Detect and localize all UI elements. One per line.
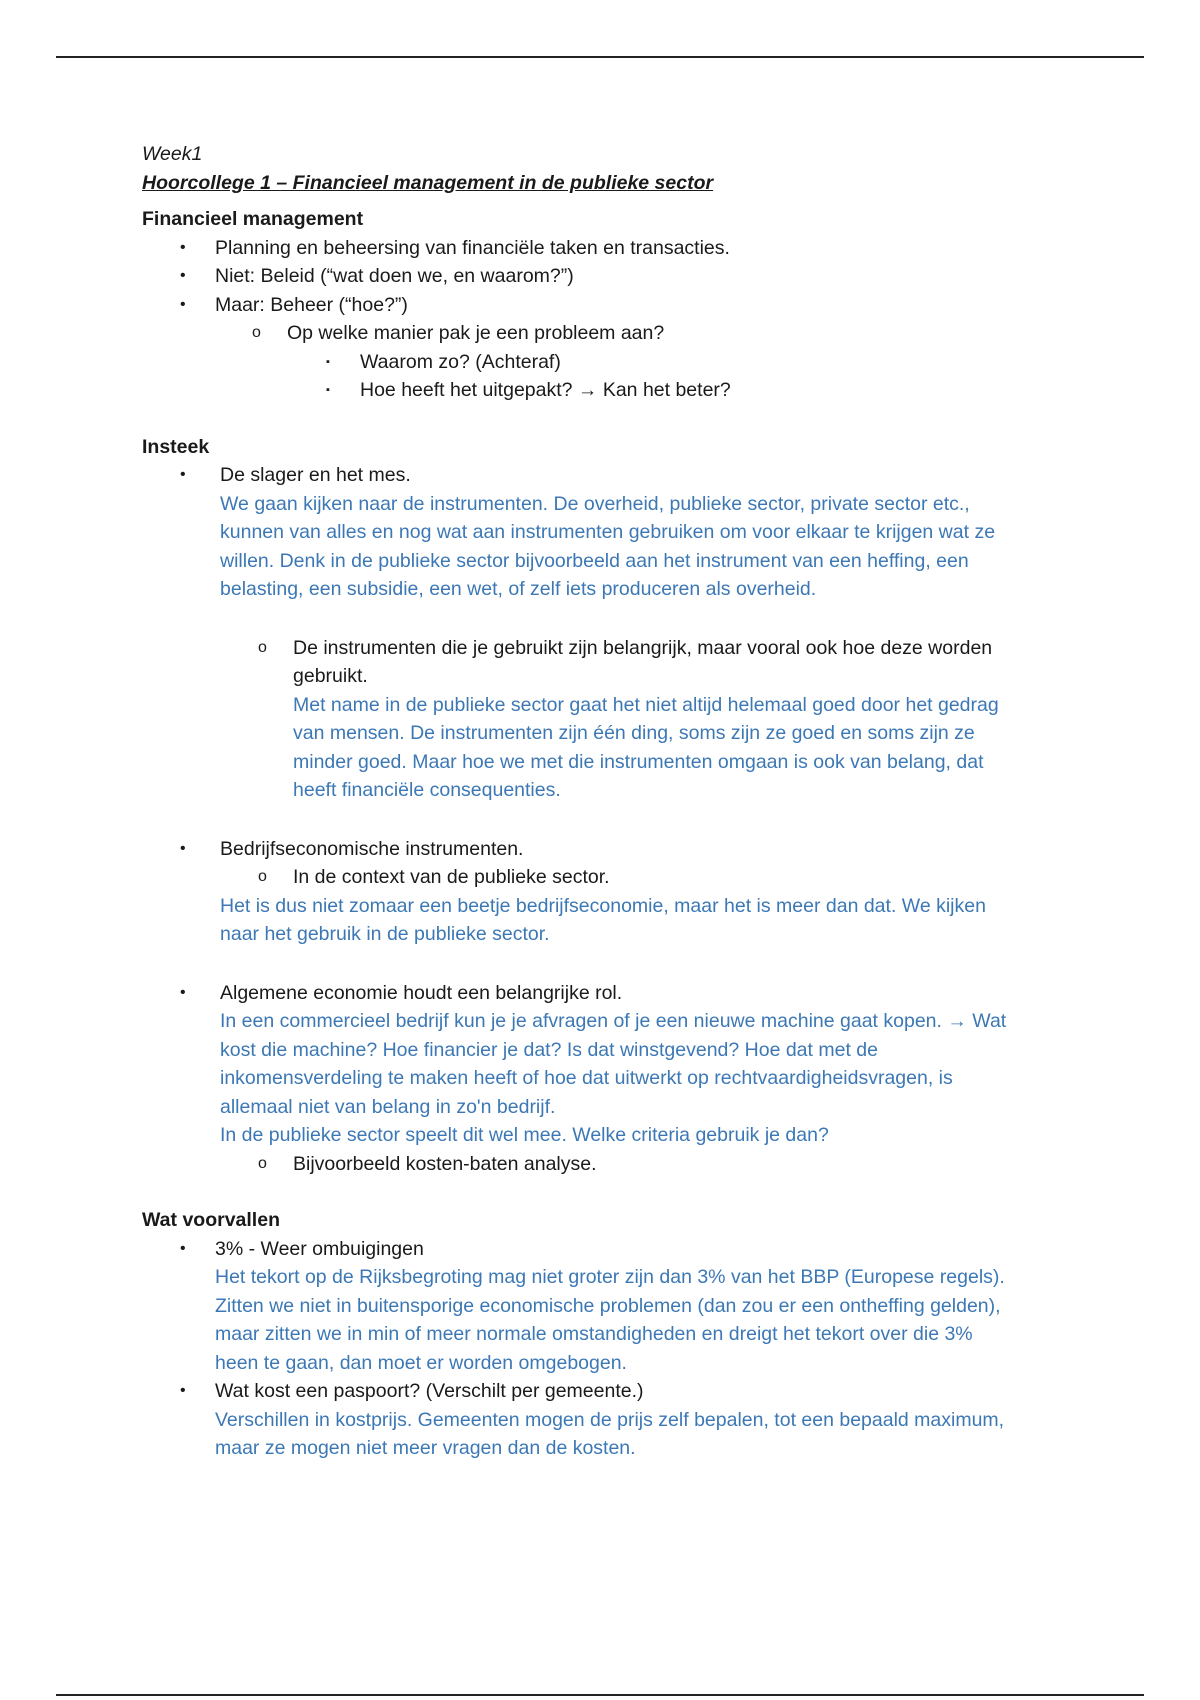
note-paragraph: Het is dus niet zomaar een beetje bedrijfseconomie, maar het is meer dan dat. We kijken naar het gebruik in de publieke sector. [220,894,986,945]
note-paragraph: In een commercieel bedrijf kun je je afvragen of je een nieuwe machine gaat kopen. → Wat kost die machine? Hoe financier je dat? Is dat winstgevend? Hoe dat met de inkomensverdeling te maken heeft of hoe dat uitwerkt op rechtvaardigheidsvragen, is allemaal niet van belang in zo'n bedrijf. In de publieke sector speelt dit wel mee. Welke criteria gebruik je dan? [220,1010,1007,1146]
bullet-icon: • [180,983,186,1001]
lecture-title: Hoorcollege 1 – Financieel management in de publieke sector [142,171,714,194]
list-subsubitem: ▪ Waarom zo? (Achteraf) [142,348,1062,377]
header-rule [56,56,1144,58]
bullet-icon: • [180,1382,186,1399]
list-subsubitem: ▪ Hoe heeft het uitgepakt? → Kan het beter? [142,376,1062,405]
note-paragraph: We gaan kijken naar de instrumenten. De overheid, publieke sector, private sector etc., kunnen van alles en nog wat aan instrumenten gebruiken om voor elkaar te krijgen wat ze willen. Denk in de publieke sector bijvoorbeeld aan het instrument van een heffing, een belasting, een subsidie, een wet, of zelf iets produceren als overheid. [220,492,996,600]
note-paragraph: Verschillen in kostprijs. Gemeenten mogen de prijs zelf bepalen, tot een bepaald maximum, maar ze mogen niet meer vragen dan de kosten. [215,1408,1005,1459]
bullet-icon: • [180,839,186,857]
section-heading-wat-voorvallen: Wat voorvallen [142,1209,280,1231]
circle-bullet-icon: o [252,324,261,341]
bullet-icon: • [180,1239,186,1257]
square-bullet-icon: ▪ [326,355,330,368]
document-body [142,140,1062,1463]
list-item: • Bedrijfseconomische instrumenten. [142,835,1062,864]
circle-bullet-icon: o [258,638,267,656]
list-subitem: o De instrumenten die je gebruikt zijn belangrijk, maar vooral ook hoe deze worden [142,634,1062,663]
bullet-icon: • [180,295,186,313]
section-heading-insteek: Insteek [142,435,210,458]
week-label: Week1 [142,143,203,165]
note-paragraph: Het tekort op de Rijksbegroting mag niet groter zijn dan 3% van het BBP (Europese regels). Zitten we niet in buitensporige economische problemen (dan zou er een ontheffing gelden), maar zitten we in min of meer normale omstandigheden en dreigt het tekort over die 3% heen te gaan, dan moet er worden omgebogen. [215,1266,1005,1374]
list-item: • Maar: Beheer (“hoe?”) [142,291,1062,320]
circle-bullet-icon: o [258,868,267,885]
bullet-icon: • [180,267,186,284]
list-subitem: o Bijvoorbeeld kosten-baten analyse. [142,1150,1062,1179]
note-paragraph: Met name in de publieke sector gaat het niet altijd helemaal goed door het gedrag van mensen. De instrumenten zijn één ding, soms zijn ze goed en soms zijn ze minder goed. Maar hoe we met die instrumenten omgaan is ook van belang, dat heeft financiële consequenties. [293,693,999,801]
bullet-icon: • [180,466,186,483]
list-item: • Wat kost een paspoort? (Verschilt per gemeente.) [142,1377,1062,1406]
list-item: • Niet: Beleid (“wat doen we, en waarom?”) [142,262,1062,291]
list-item: • Planning en beheersing van financiële taken en transacties. [142,234,1062,263]
section-heading-financieel-management: Financieel management [142,208,364,230]
bullet-icon: • [180,238,186,256]
circle-bullet-icon: o [258,1154,267,1172]
list-item: • De slager en het mes. [142,461,1062,490]
square-bullet-icon: ▪ [326,384,330,396]
list-subitem: o In de context van de publieke sector. [142,863,1062,892]
footer-rule [56,1694,1144,1696]
list-subitem-continuation: gebruikt. [293,665,368,687]
list-item: • 3% - Weer ombuigingen [142,1235,1062,1264]
list-subitem: o Op welke manier pak je een probleem aan? [142,319,1062,348]
list-item: • Algemene economie houdt een belangrijke rol. [142,979,1062,1008]
